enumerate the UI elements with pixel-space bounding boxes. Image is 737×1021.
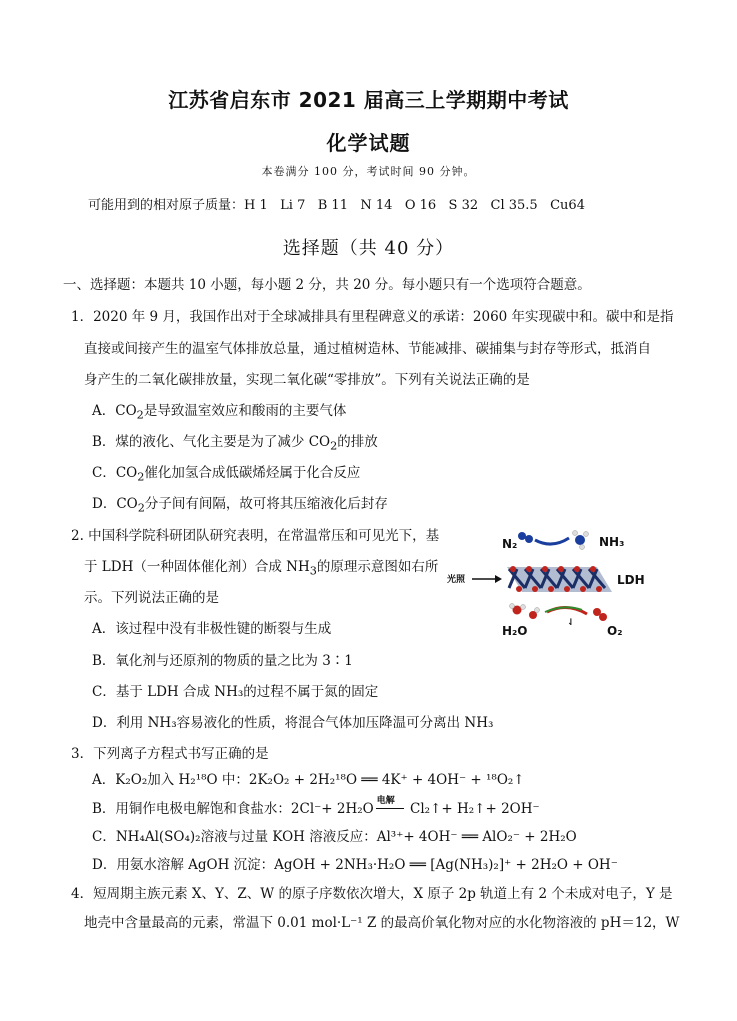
- q2-stem-line3: 示。下列说法正确的是: [84, 590, 219, 606]
- electrolysis-condition: 电解: [374, 800, 406, 818]
- exam-title: 江苏省启东市 2021 届高三上学期期中考试: [168, 88, 569, 112]
- q1-stem-line2: 直接或间接产生的温室气体排放总量，通过植树造林、节能减排、碳捕集与封存等形式，抵消自: [84, 341, 651, 357]
- q3-option-d: D．用氨水溶解 AgOH 沉淀：AgOH + 2NH₃·H₂O ══ [Ag(NH₃)₂]⁺ + 2H₂O + OH⁻: [92, 857, 618, 873]
- instruction: 一、选择题：本题共 10 小题，每小题 2 分，共 20 分。每小题只有一个选项符合题意。: [63, 277, 591, 293]
- label-light: 光照: [447, 575, 466, 585]
- o2-molecule-icon: [593, 608, 607, 621]
- q2-stem-line2: 于 LDH（一种固体催化剂）合成 $NH_3$的原理示意图如右所: [84, 559, 439, 578]
- nh3-molecule-icon: [573, 531, 589, 550]
- section-title: 选择题（共 40 分）: [282, 238, 455, 259]
- exam-subtitle: 化学试题: [326, 131, 411, 155]
- q2-option-a: A．该过程中没有非极性键的断裂与生成: [92, 621, 332, 637]
- q2-option-c: C．基于 LDH 合成 NH₃的过程不属于氮的固定: [92, 684, 379, 700]
- q2-option-d: D．利用 NH₃容易液化的性质，将混合气体加压降温可分离出 NH₃: [92, 715, 494, 731]
- q1-stem-line1: 1．2020 年 9 月，我国作出对于全球减排具有里程碑意义的承诺：2060 年实现碳中和。碳中和是指: [71, 309, 674, 325]
- atomic-masses: [88, 194, 585, 213]
- ldh-layer-icon: [507, 566, 612, 592]
- q1-option-b: B．煤的液化、气化主要是为了减少 $CO_2$的排放: [92, 434, 378, 453]
- label-o2: O₂: [607, 624, 623, 638]
- atomic-masses-values: H 1 Li 7 B 11 N 14 O 16 S 32 Cl 35.5 Cu64: [244, 198, 585, 213]
- label-ldh: LDH: [617, 573, 645, 587]
- q4-stem-line1: 4．短周期主族元素 X、Y、Z、W 的原子序数依次增大，X 原子 2p 轨道上有 2 个未成对电子，Y 是: [71, 886, 673, 902]
- h2o-molecule-icon: [510, 604, 540, 620]
- label-nh3: NH₃: [599, 535, 625, 549]
- q2-stem-line1: 2. 中国科学院科研团队研究表明，在常温常压和可见光下，基: [71, 528, 440, 544]
- q1-option-d: D．$CO_2$分子间有间隔，故可将其压缩液化后封存: [92, 496, 388, 515]
- exam-note: 本卷满分 100 分，考试时间 90 分钟。: [261, 165, 476, 178]
- light-arrow-icon: [472, 575, 502, 583]
- q1-option-a: A．$CO_2$是导致温室效应和酸雨的主要气体: [92, 403, 347, 422]
- q1-stem-line3: 身产生的二氧化碳排放量，实现二氧化碳“零排放”。下列有关说法正确的是: [84, 372, 530, 388]
- q1-option-c: C．$CO_2$催化加氢合成低碳烯烃属于化合反应: [92, 465, 361, 484]
- n2-to-nh3-arrow-icon: [535, 538, 569, 544]
- q3-option-a: A．K₂O₂加入 H₂¹⁸O 中：2K₂O₂ + 2H₂¹⁸O ══ 4K⁺ + 4OH⁻ + ¹⁸O₂↑: [92, 772, 525, 788]
- label-h2o: H₂O: [502, 624, 528, 638]
- atomic-masses-label: 可能用到的相对原子质量：: [88, 198, 245, 213]
- ldh-diagram: [447, 522, 647, 647]
- q4-stem-line2: 地壳中含量最高的元素，常温下 0.01 mol·L⁻¹ Z 的最高价氧化物对应的水化物溶液的 pH＝12，W: [84, 915, 680, 931]
- q2-option-b: B．氧化剂与还原剂的物质的量之比为 3∶1: [92, 653, 353, 669]
- label-n2: N₂: [502, 537, 518, 551]
- q3-option-b: B．用铜作电极电解饱和食盐水：2Cl⁻+ 2H₂O 电解 Cl₂↑+ H₂↑+ 2OH⁻: [92, 796, 540, 817]
- n2-molecule-icon: [518, 532, 533, 543]
- svg-text:⇃: ⇃: [567, 618, 575, 628]
- q3-stem: 3．下列离子方程式书写正确的是: [71, 746, 269, 762]
- q3-option-c: C．NH₄Al(SO₄)₂溶液与过量 KOH 溶液反应：Al³⁺+ 4OH⁻ ══ AlO₂⁻ + 2H₂O: [92, 829, 577, 845]
